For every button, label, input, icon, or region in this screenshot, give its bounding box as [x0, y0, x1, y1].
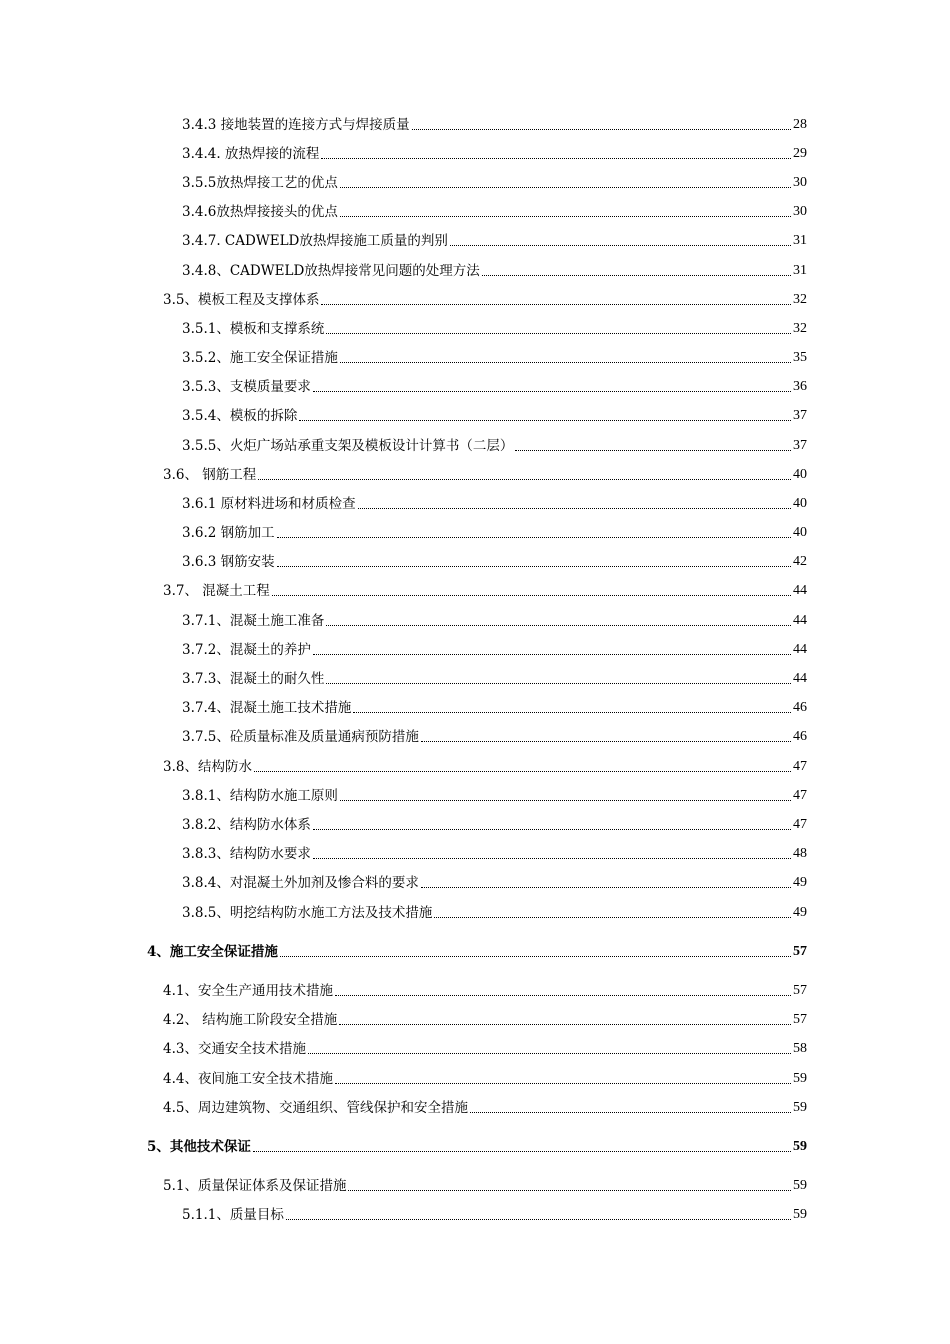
- toc-dot-leader: [450, 245, 791, 246]
- toc-entry-page: 31: [793, 263, 807, 278]
- toc-entry[interactable]: [163, 1039, 807, 1059]
- toc-dot-leader: [335, 1083, 791, 1084]
- toc-entry-page: 57: [793, 983, 807, 998]
- toc-dot-leader: [326, 625, 791, 626]
- toc-entry-page: 59: [793, 1100, 807, 1115]
- toc-entry-page: 29: [793, 146, 807, 161]
- toc-entry-title: 4.1、安全生产通用技术措施: [163, 983, 333, 999]
- toc-entry-title: 3.4.3 接地装置的连接方式与焊接质量: [182, 117, 410, 133]
- toc-entry-title: 3.8.2、结构防水体系: [182, 817, 311, 833]
- toc-entry-page: 47: [793, 817, 807, 832]
- toc-entry-title: 3.4.6放热焊接接头的优点: [182, 204, 338, 220]
- toc-entry-page: 37: [793, 408, 807, 423]
- toc-entry[interactable]: [163, 757, 807, 777]
- toc-entry[interactable]: [182, 552, 807, 572]
- toc-entry-title: 3.5、模板工程及支撑体系: [163, 292, 320, 308]
- toc-dot-leader: [421, 887, 791, 888]
- toc-entry-title: 3.7、 混凝土工程: [163, 583, 270, 599]
- toc-dot-leader: [286, 1219, 791, 1220]
- toc-entry[interactable]: [182, 727, 807, 747]
- toc-entry-title: 3.7.3、混凝土的耐久性: [182, 671, 325, 687]
- toc-dot-leader: [434, 917, 791, 918]
- toc-dot-leader: [482, 275, 791, 276]
- toc-dot-leader: [340, 216, 791, 217]
- toc-entry-title: 3.8.3、结构防水要求: [182, 846, 311, 862]
- toc-entry-page: 42: [793, 554, 807, 569]
- toc-entry[interactable]: [182, 640, 807, 660]
- toc-entry-page: 58: [793, 1041, 807, 1056]
- toc-entry-title: 3.4.7. CADWELD放热焊接施工质量的判别: [182, 233, 448, 249]
- toc-entry[interactable]: [163, 465, 807, 485]
- toc-entry-page: 49: [793, 905, 807, 920]
- toc-entry[interactable]: [182, 231, 807, 251]
- toc-dot-leader: [313, 858, 791, 859]
- toc-entry[interactable]: [182, 786, 807, 806]
- toc-entry-title: 4.4、夜间施工安全技术措施: [163, 1071, 333, 1087]
- toc-dot-leader: [340, 362, 791, 363]
- toc-entry[interactable]: [147, 942, 807, 962]
- toc-dot-leader: [340, 800, 791, 801]
- toc-dot-leader: [280, 956, 791, 957]
- toc-entry[interactable]: [163, 1176, 807, 1196]
- toc-entry-page: 44: [793, 642, 807, 657]
- toc-entry-title: 3.8.1、结构防水施工原则: [182, 788, 338, 804]
- toc-entry[interactable]: [182, 261, 807, 281]
- toc-entry-page: 57: [793, 1012, 807, 1027]
- toc-entry-page: 48: [793, 846, 807, 861]
- toc-entry-title: 3.5.3、支模质量要求: [182, 379, 311, 395]
- toc-dot-leader: [339, 1024, 791, 1025]
- toc-entry-page: 28: [793, 117, 807, 132]
- toc-entry-title: 4.5、周边建筑物、交通组织、管线保护和安全措施: [163, 1100, 468, 1116]
- toc-dot-leader: [313, 654, 791, 655]
- toc-entry-title: 3.6.2 钢筋加工: [182, 525, 275, 541]
- toc-dot-leader: [348, 1190, 791, 1191]
- toc-entry-page: 30: [793, 204, 807, 219]
- toc-entry[interactable]: [182, 698, 807, 718]
- toc-dot-leader: [421, 741, 791, 742]
- toc-entry-title: 3.6、 钢筋工程: [163, 467, 257, 483]
- toc-entry-title: 3.6.3 钢筋安装: [182, 554, 275, 570]
- toc-entry-page: 44: [793, 613, 807, 628]
- toc-entry-title: 3.7.4、混凝土施工技术措施: [182, 700, 352, 716]
- toc-entry-title: 3.4.8、CADWELD放热焊接常见问题的处理方法: [182, 263, 480, 279]
- toc-entry-page: 36: [793, 379, 807, 394]
- toc-entry-title: 3.5.1、模板和支撑系统: [182, 321, 325, 337]
- toc-entry[interactable]: [163, 1069, 807, 1089]
- toc-entry-title: 3.4.4. 放热焊接的流程: [182, 146, 320, 162]
- toc-entry-title: 3.7.1、混凝土施工准备: [182, 613, 325, 629]
- toc-dot-leader: [277, 566, 791, 567]
- toc-entry[interactable]: [182, 144, 807, 164]
- toc-entry-page: 59: [793, 1139, 807, 1154]
- toc-entry-page: 40: [793, 525, 807, 540]
- toc-entry-page: 30: [793, 175, 807, 190]
- toc-entry-page: 59: [793, 1178, 807, 1193]
- toc-dot-leader: [313, 391, 791, 392]
- toc-entry-title: 3.8.5、明挖结构防水施工方法及技术措施: [182, 905, 433, 921]
- toc-entry[interactable]: [182, 377, 807, 397]
- toc-dot-leader: [335, 995, 791, 996]
- toc-entry-page: 47: [793, 759, 807, 774]
- toc-dot-leader: [412, 129, 791, 130]
- toc-entry-title: 4、施工安全保证措施: [147, 944, 278, 960]
- toc-entry-title: 3.5.2、施工安全保证措施: [182, 350, 338, 366]
- toc-dot-leader: [358, 508, 791, 509]
- toc-entry[interactable]: [163, 581, 807, 601]
- toc-entry-page: 47: [793, 788, 807, 803]
- toc-entry[interactable]: [182, 436, 807, 456]
- toc-dot-leader: [277, 537, 791, 538]
- toc-dot-leader: [308, 1053, 791, 1054]
- toc-dot-leader: [258, 479, 791, 480]
- toc-entry-page: 31: [793, 233, 807, 248]
- toc-entry-page: 57: [793, 944, 807, 959]
- toc-dot-leader: [470, 1112, 791, 1113]
- toc-dot-leader: [326, 333, 791, 334]
- toc-entry-title: 5.1、质量保证体系及保证措施: [163, 1178, 347, 1194]
- toc-entry-page: 44: [793, 583, 807, 598]
- toc-entry[interactable]: [182, 523, 807, 543]
- toc-entry[interactable]: [182, 815, 807, 835]
- toc-entry-page: 46: [793, 700, 807, 715]
- toc-dot-leader: [321, 158, 791, 159]
- toc-dot-leader: [515, 450, 791, 451]
- toc-entry-page: 32: [793, 292, 807, 307]
- toc-entry-title: 4.2、 结构施工阶段安全措施: [163, 1012, 338, 1028]
- toc-dot-leader: [326, 683, 791, 684]
- toc-dot-leader: [272, 595, 791, 596]
- toc-entry-title: 5、其他技术保证: [147, 1139, 251, 1155]
- toc-entry[interactable]: [182, 348, 807, 368]
- toc-dot-leader: [253, 1151, 791, 1152]
- toc-entry-title: 4.3、交通安全技术措施: [163, 1041, 306, 1057]
- toc-entry[interactable]: [163, 1098, 807, 1118]
- toc-entry-title: 3.5.5放热焊接工艺的优点: [182, 175, 338, 191]
- toc-entry-title: 3.5.4、模板的拆除: [182, 408, 298, 424]
- toc-entry-page: 59: [793, 1071, 807, 1086]
- toc-entry[interactable]: [182, 319, 807, 339]
- toc-entry-page: 46: [793, 729, 807, 744]
- toc-entry-title: 3.6.1 原材料进场和材质检查: [182, 496, 356, 512]
- toc-entry-title: 3.8、结构防水: [163, 759, 252, 775]
- toc-dot-leader: [321, 304, 791, 305]
- toc-entry-page: 49: [793, 875, 807, 890]
- toc-entry-page: 37: [793, 438, 807, 453]
- toc-entry-page: 44: [793, 671, 807, 686]
- toc-entry-page: 40: [793, 496, 807, 511]
- toc-entry[interactable]: [182, 611, 807, 631]
- toc-entry[interactable]: [182, 903, 807, 923]
- toc-entry[interactable]: [182, 844, 807, 864]
- toc-entry-page: 40: [793, 467, 807, 482]
- toc-dot-leader: [340, 187, 791, 188]
- toc-dot-leader: [313, 829, 791, 830]
- toc-entry[interactable]: [182, 494, 807, 514]
- toc-entry[interactable]: [182, 202, 807, 222]
- toc-entry-title: 3.7.2、混凝土的养护: [182, 642, 311, 658]
- toc-entry-title: 3.5.5、火炬广场站承重支架及模板设计计算书（二层）: [182, 438, 514, 454]
- toc-dot-leader: [353, 712, 791, 713]
- toc-dot-leader: [254, 771, 791, 772]
- toc-entry[interactable]: [147, 1137, 807, 1157]
- toc-entry-page: 32: [793, 321, 807, 336]
- toc-entry[interactable]: [182, 1205, 807, 1225]
- toc-entry[interactable]: [163, 290, 807, 310]
- toc-entry[interactable]: [163, 1010, 807, 1030]
- toc-entry-title: 3.8.4、对混凝土外加剂及惨合料的要求: [182, 875, 419, 891]
- toc-entry[interactable]: [163, 981, 807, 1001]
- toc-entry[interactable]: [182, 406, 807, 426]
- toc-entry-title: 5.1.1、质量目标: [182, 1207, 284, 1223]
- toc-entry-page: 35: [793, 350, 807, 365]
- toc-entry-title: 3.7.5、砼质量标准及质量通病预防措施: [182, 729, 419, 745]
- toc-entry[interactable]: [182, 873, 807, 893]
- toc-entry[interactable]: [182, 669, 807, 689]
- toc-entry-page: 59: [793, 1207, 807, 1222]
- toc-entry[interactable]: [182, 173, 807, 193]
- toc-entry[interactable]: [182, 115, 807, 135]
- toc-dot-leader: [299, 420, 791, 421]
